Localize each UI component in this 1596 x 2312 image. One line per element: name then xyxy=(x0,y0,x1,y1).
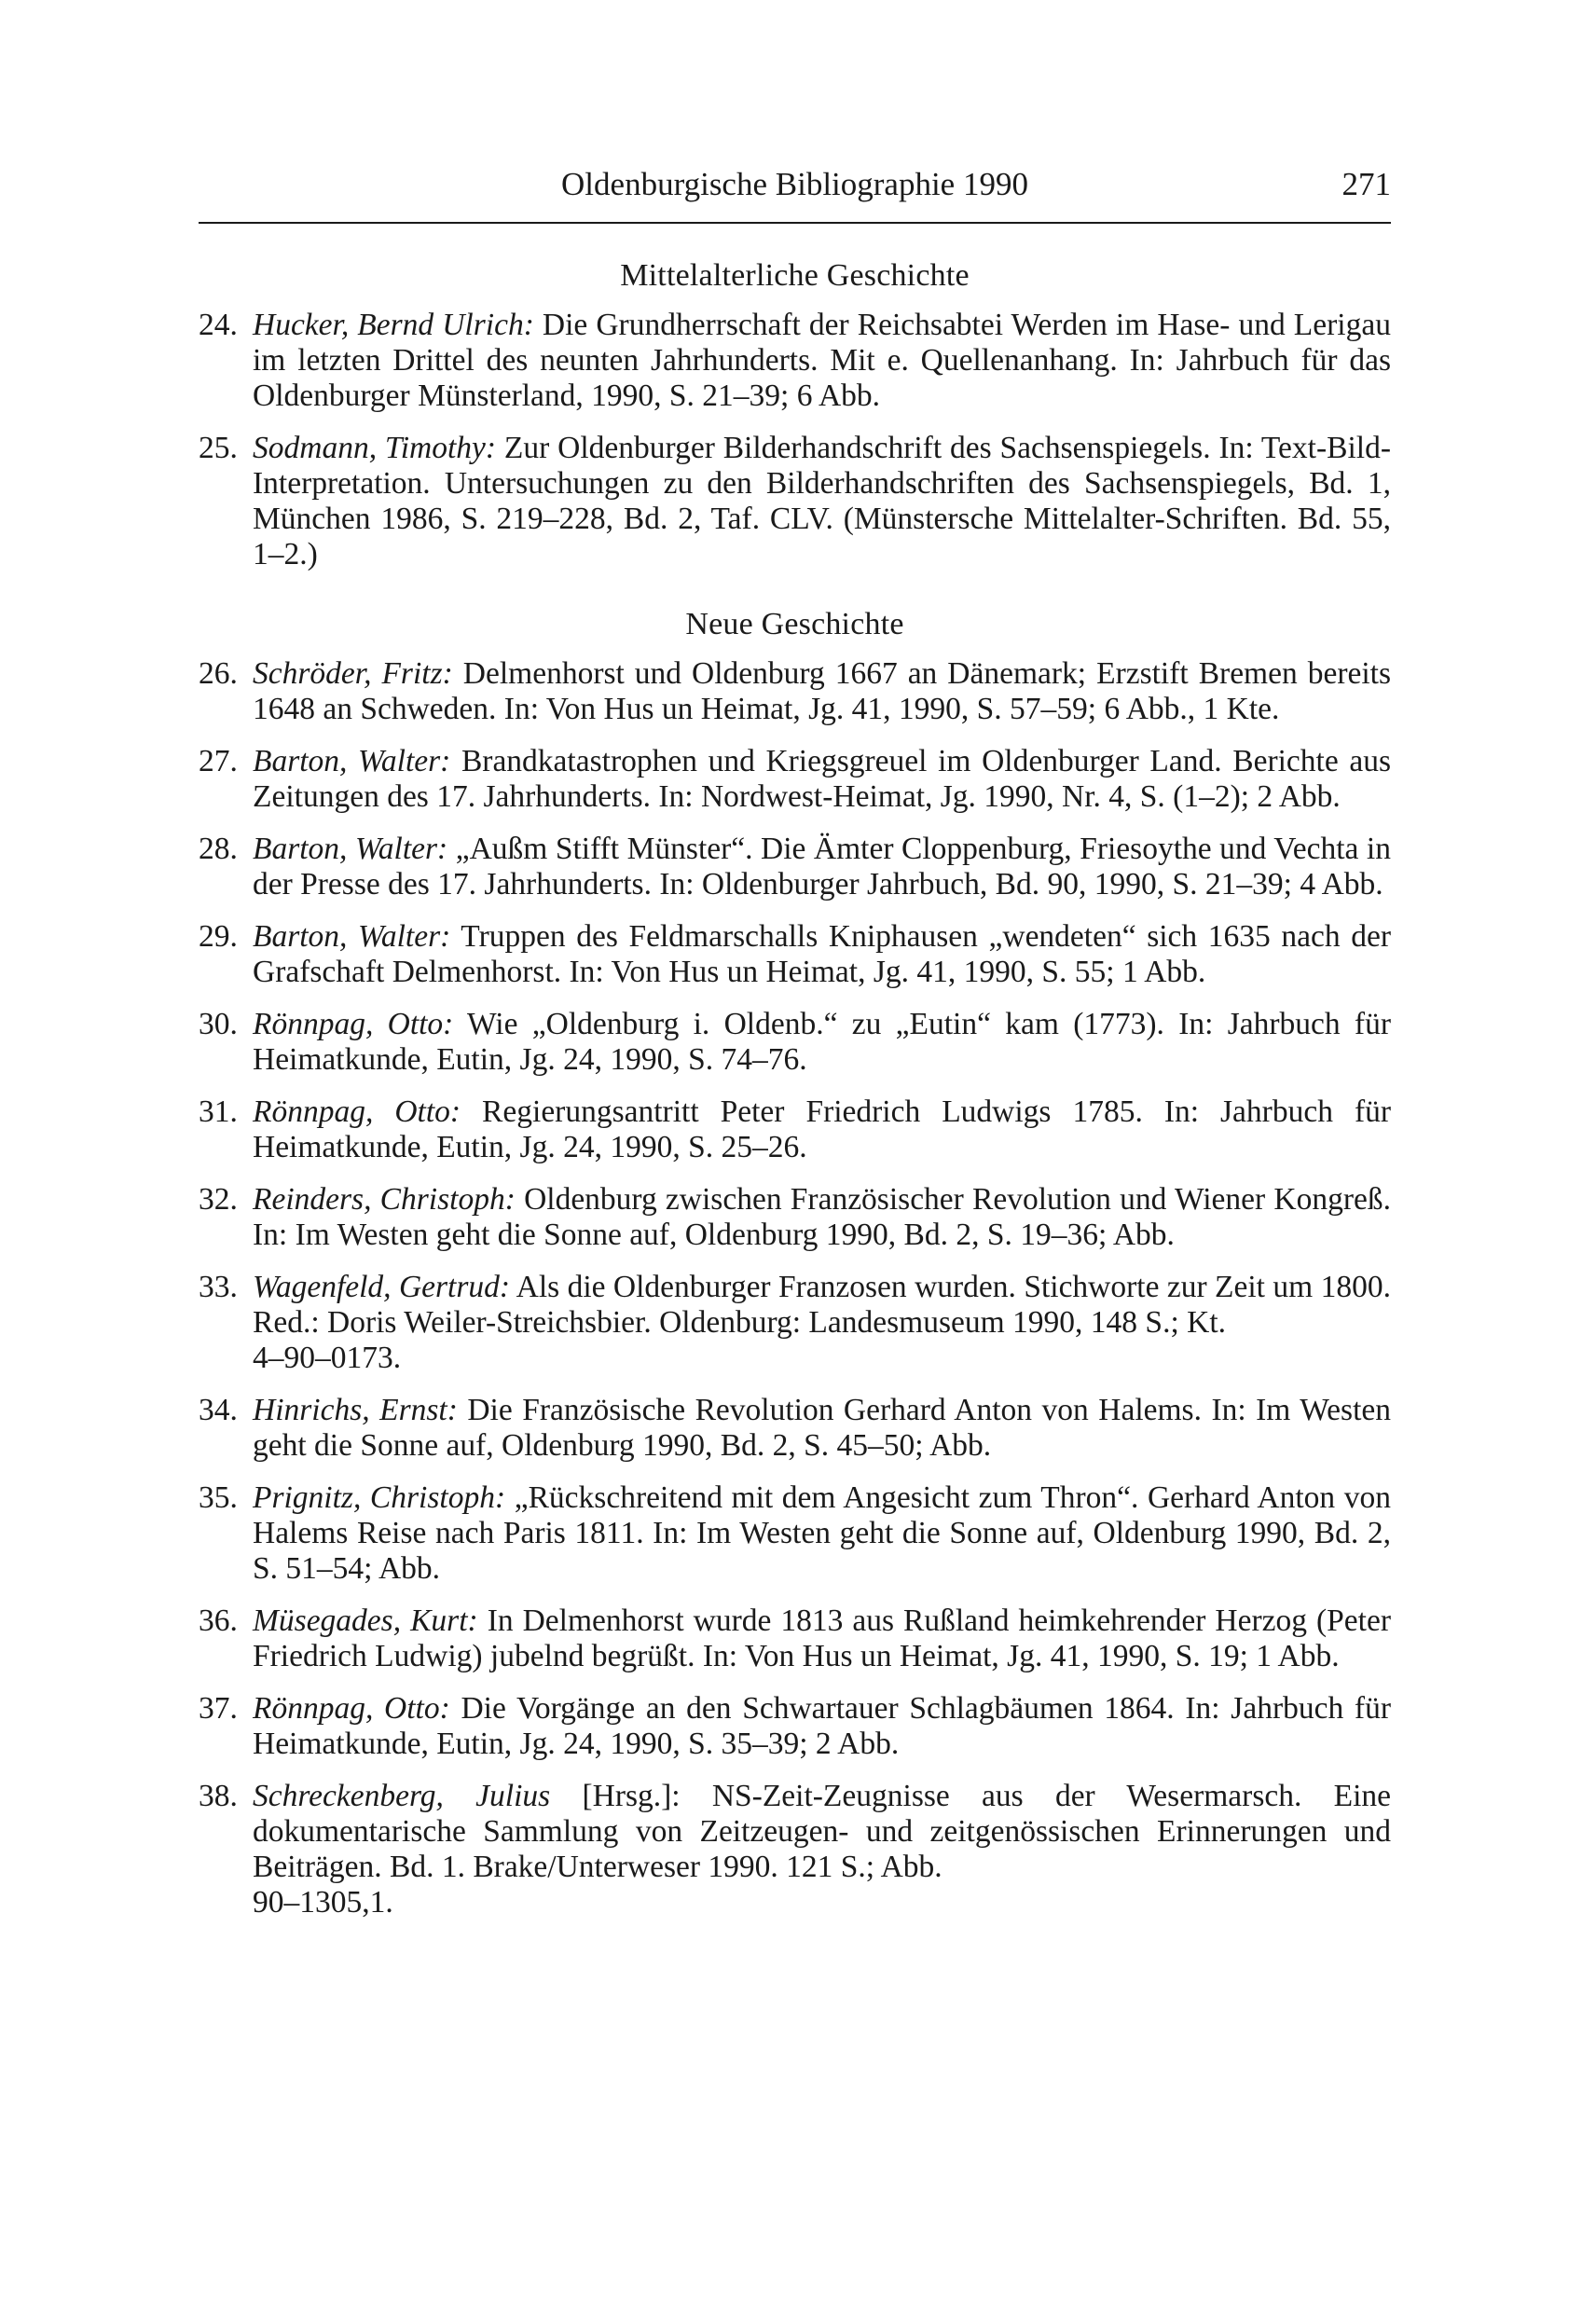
section-neue-geschichte xyxy=(199,606,1391,1920)
entry-shelfmark: 90–1305,1. xyxy=(253,1885,393,1920)
entry-text: Wie „Oldenburg i. Oldenb.“ zu „Eutin“ kam (1773). In: Jahrbuch für Heimatkunde, Eutin, Jg. 24, 1990, S. 74–76. xyxy=(253,1007,1391,1077)
entry-text: Die Französische Revolution Gerhard Anton von Halems. In: Im Westen geht die Sonne auf, Oldenburg 1990, Bd. 2, S. 45–50; Abb. xyxy=(253,1393,1392,1463)
entry-author: Sodmann, Timothy: xyxy=(253,431,497,465)
bibliography-entry xyxy=(199,744,1391,815)
bibliography-entry xyxy=(199,1603,1391,1674)
section-mittelalterliche-geschichte xyxy=(199,257,1391,572)
entry-author: Wagenfeld, Gertrud: xyxy=(253,1270,511,1304)
bibliography-entry xyxy=(199,1007,1391,1078)
entry-shelfmark: 4–90–0173. xyxy=(253,1341,402,1375)
bibliography-entry xyxy=(199,656,1391,727)
document-page xyxy=(199,0,1391,2312)
entry-text: Regierungsantritt Peter Friedrich Ludwigs 1785. In: Jahrbuch für Heimatkunde, Eutin, Jg. 24, 1990, S. 25–26. xyxy=(253,1094,1392,1164)
entry-number: 36. xyxy=(199,1603,238,1638)
entry-text: Die Vorgänge an den Schwartauer Schlagbäumen 1864. In: Jahrbuch für Heimatkunde, Eutin, Jg. 24, 1990, S. 35–39; 2 Abb. xyxy=(253,1691,1391,1761)
entry-text: Truppen des Feldmarschalls Kniphausen „wendeten“ sich 1635 nach der Grafschaft Delmenhorst. In: Von Hus un Heimat, Jg. 41, 1990, S. 55; 1 Abb. xyxy=(253,919,1391,989)
entry-author: Prignitz, Christoph: xyxy=(253,1480,506,1515)
entry-text: [Hrsg.]: NS-Zeit-Zeugnisse aus der Wesermarsch. Eine dokumentarische Sammlung von Zeitzeugen- und zeitgenössischen Erinnerungen und Beiträgen. Bd. 1. Brake/Unterweser 1990. 121 S.; Abb. xyxy=(253,1779,1391,1884)
bibliography-entry xyxy=(199,1779,1391,1920)
entry-number: 34. xyxy=(199,1393,238,1427)
entry-number: 31. xyxy=(199,1094,238,1129)
running-header xyxy=(199,166,1391,214)
entry-number: 28. xyxy=(199,832,238,866)
entry-author: Müsegades, Kurt: xyxy=(253,1603,478,1638)
entry-author: Reinders, Christoph: xyxy=(253,1182,516,1217)
entry-number: 30. xyxy=(199,1007,238,1041)
entry-text: „Außm Stifft Münster“. Die Ämter Cloppenburg, Friesoythe und Vechta in der Presse des 17. Jahrhunderts. In: Oldenburger Jahrbuch, Bd. 90, 1990, S. 21–39; 4 Abb. xyxy=(253,832,1391,901)
entry-number: 33. xyxy=(199,1270,238,1304)
entry-author: Schröder, Fritz: xyxy=(253,656,453,691)
entry-number: 37. xyxy=(199,1691,238,1726)
entry-text: Oldenburg zwischen Französischer Revolution und Wiener Kongreß. In: Im Westen geht die Sonne auf, Oldenburg 1990, Bd. 2, S. 19–36; Abb. xyxy=(253,1182,1391,1252)
bibliography-entry xyxy=(199,1691,1391,1762)
bibliography-entry xyxy=(199,1094,1391,1165)
bibliography-entry xyxy=(199,1270,1391,1376)
entry-number: 32. xyxy=(199,1182,238,1217)
entry-text: Als die Oldenburger Franzosen wurden. Stichworte zur Zeit um 1800. Red.: Doris Weiler-Streichsbier. Oldenburg: Landesmuseum 1990, 148 S.; Kt. xyxy=(253,1270,1391,1340)
entry-author: Rönnpag, Otto: xyxy=(253,1691,450,1726)
entry-author: Hucker, Bernd Ulrich: xyxy=(253,308,534,342)
bibliography-entry xyxy=(199,431,1391,572)
entry-text: Die Grundherrschaft der Reichsabtei Werden im Hase- und Lerigau im letzten Drittel des neunten Jahrhunderts. Mit e. Quellenanhang. In: Jahrbuch für das Oldenburger Münsterland, 1990, S. 21–39; 6 Abb. xyxy=(253,308,1391,413)
entry-text: Delmenhorst und Oldenburg 1667 an Dänemark; Erzstift Bremen bereits 1648 an Schweden. In: Von Hus un Heimat, Jg. 41, 1990, S. 57–59; 6 Abb., 1 Kte. xyxy=(253,656,1392,726)
page-number: 271 xyxy=(1341,166,1391,202)
entry-number: 24. xyxy=(199,308,238,342)
entry-text: Zur Oldenburger Bilderhandschrift des Sachsenspiegels. In: Text-Bild-Interpretation. Untersuchungen zu den Bilderhandschriften des Sachsenspiegels, Bd. 1, München 1986, S. 219–228, Bd. 2, Taf. CLV. (Münstersche Mittelalter-Schriften. Bd. 55, 1–2.) xyxy=(253,431,1391,571)
bibliography-entry xyxy=(199,308,1391,414)
entry-text: In Delmenhorst wurde 1813 aus Rußland heimkehrender Herzog (Peter Friedrich Ludwig) jubelnd begrüßt. In: Von Hus un Heimat, Jg. 41, 1990, S. 19; 1 Abb. xyxy=(253,1603,1391,1673)
entry-author: Barton, Walter: xyxy=(253,744,451,778)
header-rule xyxy=(199,222,1391,224)
entry-author: Schreckenberg, Julius xyxy=(253,1779,551,1813)
entry-number: 29. xyxy=(199,919,238,954)
entry-number: 38. xyxy=(199,1779,238,1813)
entry-author: Barton, Walter: xyxy=(253,919,451,954)
entry-author: Rönnpag, Otto: xyxy=(253,1094,461,1129)
bibliography-entry xyxy=(199,919,1391,990)
bibliography-entry xyxy=(199,1480,1391,1587)
bibliography-content xyxy=(199,257,1391,1937)
bibliography-entry xyxy=(199,1393,1391,1464)
entry-author: Rönnpag, Otto: xyxy=(253,1007,454,1041)
section-title: Neue Geschichte xyxy=(685,607,904,641)
entry-number: 35. xyxy=(199,1480,238,1515)
entry-author: Barton, Walter: xyxy=(253,832,448,866)
section-title: Mittelalterliche Geschichte xyxy=(620,258,970,293)
entry-text: „Rückschreitend mit dem Angesicht zum Thron“. Gerhard Anton von Halems Reise nach Paris 1811. In: Im Westen geht die Sonne auf, Oldenburg 1990, Bd. 2, S. 51–54; Abb. xyxy=(253,1480,1392,1586)
entry-number: 26. xyxy=(199,656,238,691)
entry-number: 25. xyxy=(199,431,238,465)
bibliography-entry xyxy=(199,832,1391,902)
entry-text: Brandkatastrophen und Kriegsgreuel im Oldenburger Land. Berichte aus Zeitungen des 17. Jahrhunderts. In: Nordwest-Heimat, Jg. 1990, Nr. 4, S. (1–2); 2 Abb. xyxy=(253,744,1391,814)
entry-author: Hinrichs, Ernst: xyxy=(253,1393,458,1427)
running-title: Oldenburgische Bibliographie 1990 xyxy=(561,166,1028,202)
entry-number: 27. xyxy=(199,744,238,778)
bibliography-entry xyxy=(199,1182,1391,1253)
